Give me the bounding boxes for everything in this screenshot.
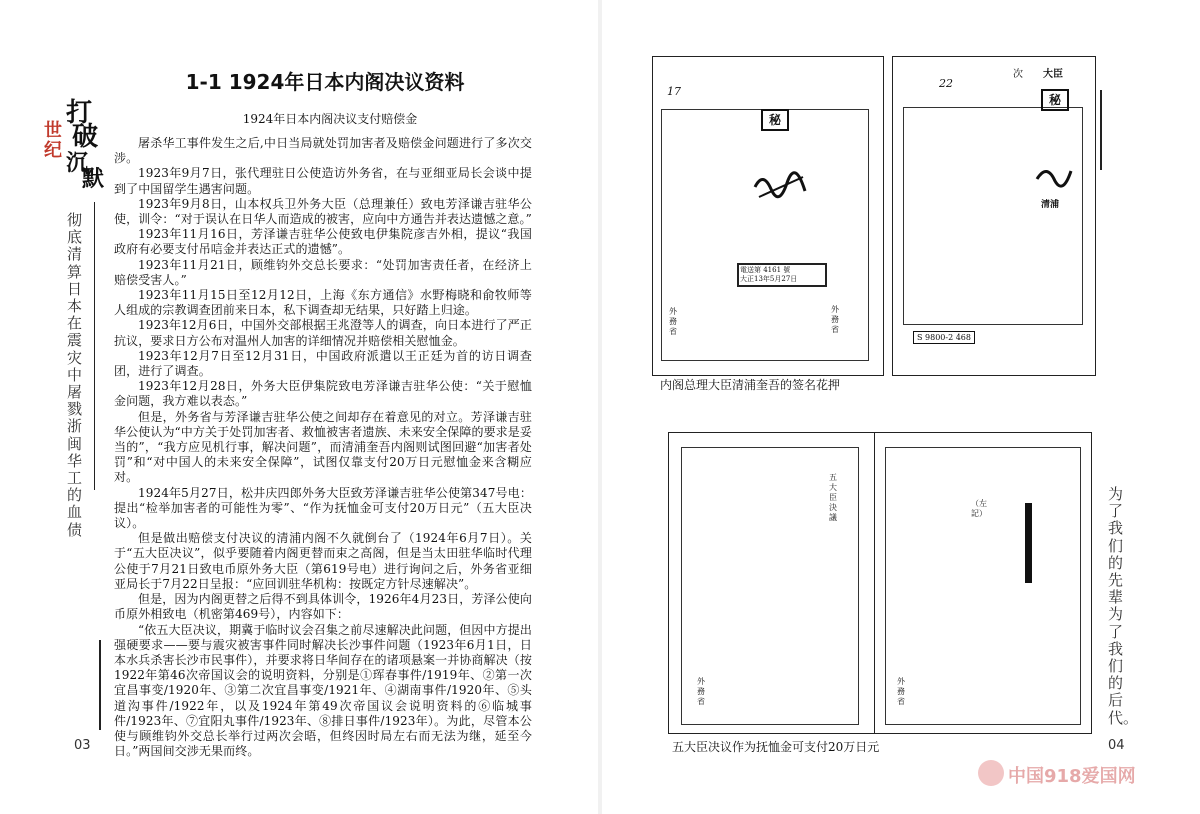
paragraph: 但是，因为内阁更替之后得不到具体训令，1926年4月23日，芳泽公使向币原外相致电（机密第469号），内容如下： <box>114 592 532 622</box>
paragraph: 1923年12月28日，外务大臣伊集院致电芳泽谦吉驻华公使：“关于慰恤金问题，我方难以表态。” <box>114 379 532 409</box>
paragraph: 1923年11月16日，芳泽谦吉驻华公使致电伊集院彦吉外相，提议“我国政府有必要支付吊唁金并表达正式的遗憾”。 <box>114 227 532 257</box>
paragraph: “依五大臣决议，期冀于临时议会召集之前尽速解决此问题，但因中方提出强硬要求——要与震灾被害事件同时解决长沙事件问题（1923年6月1日，日本水兵杀害长沙市民事件），并要求将日华间存在的诸项悬案一并协商解决（按1922年第46次帝国议会的说明资料，分别是①珲春事件/1919年、②第一次宜昌事变/1920年、③第二次宜昌事变/1921年、④湖南事件/1920年、⑤头道沟事件/1922年，以及1924年第49次帝国议会说明资料的⑥临城事件/1923年、⑦宜阳丸事件/1923年、⑧排日事件/1923年）。为此，尽管本公使与顾维钧外交总长举行过两次会晤，但终因时局左右而无法为继，延至今日。”两国间交涉无果而终。 <box>114 622 532 759</box>
left-bottom-rule <box>99 640 101 730</box>
paragraph: 但是，外务省与芳泽谦吉驻华公使之间却存在着意见的对立。芳泽谦吉驻华公使认为“中方关于处罚加害者、救恤被害者遗族、未来安全保障的要求是妥当的”，“我方应见机行事，解决问题”，而清浦奎吾内阁则试图回避“加害者处罚”和“对中国人的未来安全保障”，试图仅靠支付20万日元慰恤金来含糊应对。 <box>114 409 532 485</box>
signature-name: 清浦 <box>1041 200 1060 210</box>
doc-frame <box>903 107 1083 325</box>
paragraph: 1923年9月8日，山本权兵卫外务大臣（总理兼任）致电芳泽谦吉驻华公使，训令：“对于误认在日华人而造成的被害，应向中方通告并表达遗憾之意。” <box>114 196 532 227</box>
right-side-caption: 为了我们的先辈 为了我们的后代。 <box>1108 485 1139 727</box>
document-scan-resolution-b <box>874 432 1092 734</box>
watermark-shield-icon <box>978 760 1004 786</box>
paragraph: 1923年12月6日，中国外交部根据王兆澄等人的调查，向日本进行了严正抗议，要求日方公布对温州人加害的详细情况并赔偿相关慰恤金。 <box>114 318 532 348</box>
left-side-caption: 彻底清算日本在震灾中屠戮浙闽华工的血债 <box>67 211 83 539</box>
redaction-bar <box>1025 503 1032 583</box>
right-top-rule <box>1100 90 1102 170</box>
doc-text-snippet: 五大臣決議 <box>829 473 837 522</box>
page-number-left: 03 <box>74 738 91 753</box>
caption-bottom: 五大臣决议作为抚恤金可支付20万日元 <box>672 740 880 754</box>
secret-seal: 秘 <box>761 109 789 131</box>
signature-kao <box>1033 161 1073 197</box>
document-scan-decision-cover <box>892 56 1096 376</box>
telegram-stamp <box>737 263 827 287</box>
left-side-rule <box>94 202 95 490</box>
doc-frame <box>885 447 1081 725</box>
secret-seal: 秘 <box>1041 89 1069 111</box>
doc-label: （左記） <box>971 499 987 518</box>
telegram-stamp-date: 大正13年5月27日 <box>740 275 798 283</box>
page-subtitle: 1924年日本内阁决议支付赔偿金 <box>242 112 418 126</box>
paragraph: 1923年12月7日至12月31日，中国政府派遣以王正廷为首的访日调查团，进行了调查。 <box>114 348 532 379</box>
header-label: 次 <box>1013 69 1023 80</box>
page-number-right: 04 <box>1108 738 1125 753</box>
header-label-minister: 大臣 <box>1043 69 1063 80</box>
doc-right-mark: 外務省 <box>831 305 839 334</box>
paragraph: 1924年5月27日，松井庆四郎外务大臣致芳泽谦吉驻华公使第347号电：提出“检举加害者的可能性为零”、“作为抚恤金可支付20万日元”（五大臣决议）。 <box>114 485 532 531</box>
paragraph: 但是做出赔偿支付决议的清浦内阁不久就倒台了（1924年6月7日）。关于“五大臣决议”，似乎要随着内阁更替而束之高阁，但是当太田驻华临时代理公使于7月21日致电币原外务大臣（第619号电）进行询问之后，外务省亚细亚局长于7月22日呈报：“应回训驻华机构：按既定方针尽速解决”。 <box>114 531 532 591</box>
paragraph: 1923年11月21日，顾维钧外交总长要求：“处罚加害责任者，在经济上赔偿受害人。” <box>114 257 532 287</box>
handwritten-signature <box>753 167 807 207</box>
page-mark: 17 <box>667 85 681 98</box>
document-scan-resolution-a <box>668 432 876 734</box>
paragraph: 屠杀华工事件发生之后,中日当局就处罚加害者及赔偿金问题进行了多次交涉。 <box>114 136 532 166</box>
telegram-stamp-number: 電送第 4161 號 <box>740 266 791 274</box>
reference-code: S 9800-2 468 <box>913 331 975 344</box>
paragraph: 1923年11月15日至12月12日，上海《东方通信》水野梅晓和俞牧师等人组成的宗教调查团前来日本，私下调查却无结果，只好踏上归途。 <box>114 288 532 318</box>
document-scan-telegram <box>652 56 884 376</box>
doc-side-text: 外務省 <box>669 307 677 336</box>
doc-footer: 外務省 <box>697 677 705 706</box>
doc-footer: 外務省 <box>897 677 905 706</box>
caption-top: 内阁总理大臣清浦奎吾的签名花押 <box>660 378 841 392</box>
paragraph: 1923年9月7日，张代理驻日公使造访外务省，在与亚细亚局长会谈中提到了中国留学生遇害问题。 <box>114 166 532 196</box>
body-text <box>114 136 532 759</box>
series-logo-graphic: 打 世 破 纪 沉 默 <box>44 98 105 192</box>
page-title: 1-1 1924年日本内阁决议资料 <box>185 70 465 94</box>
page-mark: 22 <box>939 77 953 90</box>
watermark: 中国918爱国网 <box>1008 766 1136 787</box>
left-page <box>0 0 598 814</box>
